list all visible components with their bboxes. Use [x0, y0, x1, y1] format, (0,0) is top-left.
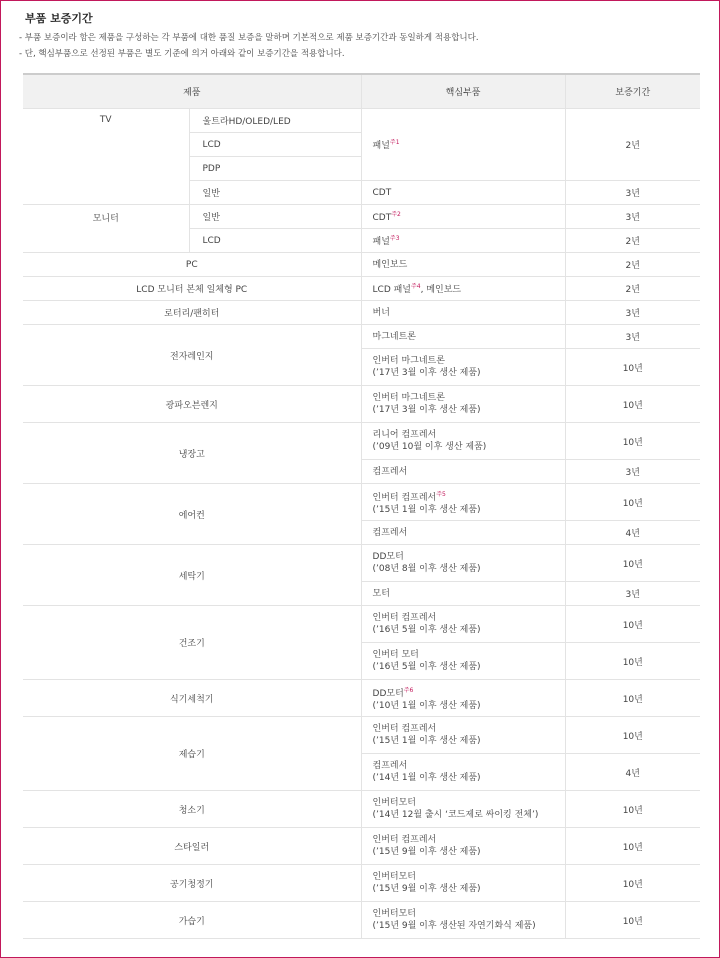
period-cell: 3년	[565, 460, 700, 484]
part-cell: 인버터 컴프레서 (’15년 1월 이후 생산 제품)	[361, 717, 565, 754]
period-cell: 10년	[565, 386, 700, 423]
period-cell: 2년	[565, 277, 700, 301]
notes	[19, 30, 479, 62]
footnote-marker: 주4	[411, 283, 421, 290]
part-cell: 메인보드	[361, 253, 565, 277]
section-title: 부품 보증기간	[25, 12, 93, 25]
product-cell: PC	[23, 253, 361, 277]
sub-product-cell: 일반	[189, 205, 361, 229]
part-cell: 인버터모터 (’15년 9월 이후 생산된 자연기화식 제품)	[361, 902, 565, 939]
table-row	[23, 386, 700, 423]
sub-product-cell: PDP	[189, 157, 361, 181]
product-cell: 세탁기	[23, 545, 361, 606]
period-cell: 10년	[565, 717, 700, 754]
table-row	[23, 606, 700, 643]
sub-product-cell: 일반	[189, 181, 361, 205]
product-cell: 광파오븐렌지	[23, 386, 361, 423]
part-cell: 패널$^{주3}$	[361, 229, 565, 253]
part-cell: 리니어 컴프레서 (’09년 10월 이후 생산 제품)	[361, 423, 565, 460]
product-cell: 공기청정기	[23, 865, 361, 902]
product-cell: 청소기	[23, 791, 361, 828]
part-cell: 인버터모터 (’14년 12월 출시 ‘코드제로 싸이킹 전체’)	[361, 791, 565, 828]
period-cell: 10년	[565, 423, 700, 460]
footnote-marker: 주6	[403, 686, 414, 694]
period-cell: 2년	[565, 253, 700, 277]
period-cell: 4년	[565, 521, 700, 545]
part-cell: LCD 패널$^{주4}$, 메인보드	[361, 277, 565, 301]
footnote-marker: 주5	[436, 490, 446, 498]
period-cell: 10년	[565, 680, 700, 717]
product-cell: 가습기	[23, 902, 361, 939]
header-product: 제품	[23, 74, 361, 109]
period-cell: 3년	[565, 205, 700, 229]
table-row	[23, 828, 700, 865]
note-line: - 단, 핵심부품으로 선정된 부품은 별도 기준에 의거 아래와 같이 보증기간을 적용합니다.	[19, 49, 345, 59]
table-row	[23, 253, 700, 277]
product-cell: 제습기	[23, 717, 361, 791]
part-cell: 마그네트론	[361, 325, 565, 349]
table-row	[23, 301, 700, 325]
header-part: 핵심부품	[361, 74, 565, 109]
part-cell: 모터	[361, 582, 565, 606]
footnote-marker: 주3	[389, 235, 400, 242]
part-cell: 컴프레서	[361, 521, 565, 545]
table-header-row	[23, 74, 700, 109]
product-cell: TV	[23, 109, 189, 205]
period-cell: 10년	[565, 484, 700, 521]
table-row	[23, 325, 700, 349]
table-row	[23, 277, 700, 301]
product-cell: 건조기	[23, 606, 361, 680]
table-row	[23, 545, 700, 582]
sub-product-cell: 울트라HD/OLED/LED	[189, 109, 361, 133]
period-cell: 3년	[565, 325, 700, 349]
table-row	[23, 717, 700, 754]
product-cell: LCD 모니터 본체 일체형 PC	[23, 277, 361, 301]
part-cell: DD모터 (’08년 8월 이후 생산 제품)	[361, 545, 565, 582]
table-row	[23, 109, 700, 133]
table-row	[23, 205, 700, 229]
period-cell: 10년	[565, 865, 700, 902]
period-cell: 10년	[565, 791, 700, 828]
table-row	[23, 865, 700, 902]
sub-product-cell: LCD	[189, 133, 361, 157]
period-cell: 4년	[565, 754, 700, 791]
part-cell: 인버터모터 (’15년 9월 이후 생산 제품)	[361, 865, 565, 902]
sub-product-cell: LCD	[189, 229, 361, 253]
part-cell: 패널$^{주1}$	[361, 109, 565, 181]
note-line: - 부품 보증이라 함은 제품을 구성하는 각 부품에 대한 품질 보증을 말하며 기본적으로 제품 보증기간과 동일하게 적용합니다.	[19, 33, 479, 43]
product-cell: 식기세척기	[23, 680, 361, 717]
period-cell: 10년	[565, 828, 700, 865]
part-cell: 인버터 컴프레서 (’16년 5월 이후 생산 제품)	[361, 606, 565, 643]
product-cell: 로터리/팬히터	[23, 301, 361, 325]
part-cell: CDT	[361, 181, 565, 205]
product-cell: 냉장고	[23, 423, 361, 484]
table-row	[23, 902, 700, 939]
part-cell: 인버터 마그네트론 (’17년 3월 이후 생산 제품)	[361, 386, 565, 423]
period-cell: 2년	[565, 229, 700, 253]
period-cell: 10년	[565, 643, 700, 680]
part-cell: 인버터 마그네트론 (’17년 3월 이후 생산 제품)	[361, 349, 565, 386]
part-cell: 인버터 모터 (’16년 5월 이후 생산 제품)	[361, 643, 565, 680]
part-cell: $CDT^{주2}$	[361, 205, 565, 229]
warranty-table	[23, 73, 700, 939]
product-cell: 전자레인지	[23, 325, 361, 386]
period-cell: 2년	[565, 109, 700, 181]
product-cell: 모니터	[23, 205, 189, 253]
footnote-marker: 주1	[389, 139, 400, 146]
table-row	[23, 791, 700, 828]
header-period: 보증기간	[565, 74, 700, 109]
product-cell: 에어컨	[23, 484, 361, 545]
part-cell: DD모터$^{주6}$ (’10년 1월 이후 생산 제품)	[361, 680, 565, 717]
footnote-marker: 주2	[391, 211, 401, 218]
product-cell: 스타일러	[23, 828, 361, 865]
table-row	[23, 680, 700, 717]
period-cell: 3년	[565, 301, 700, 325]
period-cell: 3년	[565, 582, 700, 606]
part-cell: 인버터 컴프레서$^{주5}$ (’15년 1월 이후 생산 제품)	[361, 484, 565, 521]
part-cell: 컴프레서 (’14년 1월 이후 생산 제품)	[361, 754, 565, 791]
period-cell: 10년	[565, 606, 700, 643]
part-cell: 버너	[361, 301, 565, 325]
part-cell: 컴프레서	[361, 460, 565, 484]
table-row	[23, 423, 700, 460]
part-cell: 인버터 컴프레서 (’15년 9월 이후 생산 제품)	[361, 828, 565, 865]
table-row	[23, 484, 700, 521]
period-cell: 10년	[565, 545, 700, 582]
period-cell: 10년	[565, 349, 700, 386]
period-cell: 3년	[565, 181, 700, 205]
period-cell: 10년	[565, 902, 700, 939]
